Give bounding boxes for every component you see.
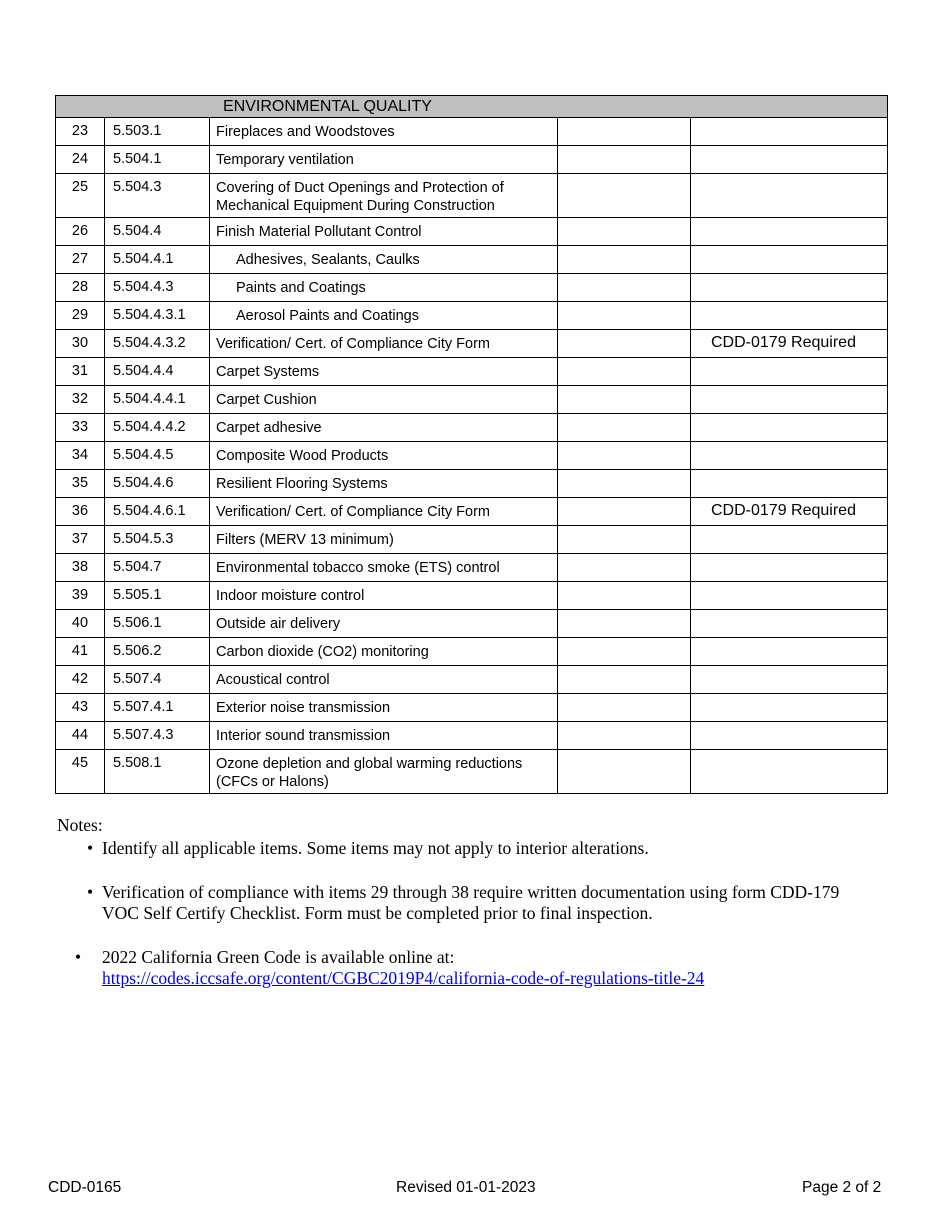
row-number: 43 <box>56 694 105 722</box>
requirement-description: Resilient Flooring Systems <box>210 470 558 498</box>
blank-cell <box>558 470 691 498</box>
row-number: 36 <box>56 498 105 526</box>
section-code: 5.504.1 <box>105 146 210 174</box>
requirement-note <box>691 610 888 638</box>
blank-cell <box>558 146 691 174</box>
requirement-description: Carpet Systems <box>210 358 558 386</box>
blank-cell <box>558 218 691 246</box>
blank-cell <box>558 582 691 610</box>
table-row <box>56 582 888 610</box>
section-code: 5.504.4.3 <box>105 274 210 302</box>
requirement-note <box>691 694 888 722</box>
row-number: 24 <box>56 146 105 174</box>
requirement-note <box>691 442 888 470</box>
table-row <box>56 750 888 794</box>
notes-heading: Notes: <box>57 815 103 835</box>
row-number: 45 <box>56 750 105 794</box>
requirement-note <box>691 666 888 694</box>
section-code: 5.504.4.4.2 <box>105 414 210 442</box>
section-code: 5.507.4.1 <box>105 694 210 722</box>
requirement-note <box>691 414 888 442</box>
requirement-note <box>691 582 888 610</box>
requirement-description: Exterior noise transmission <box>210 694 558 722</box>
blank-cell <box>558 302 691 330</box>
row-number: 33 <box>56 414 105 442</box>
section-code: 5.504.4.3.2 <box>105 330 210 358</box>
section-code: 5.504.4.3.1 <box>105 302 210 330</box>
section-code: 5.507.4 <box>105 666 210 694</box>
requirement-note: CDD-0179 Required <box>691 330 888 358</box>
table-row <box>56 638 888 666</box>
blank-cell <box>558 694 691 722</box>
requirement-note <box>691 118 888 146</box>
section-code: 5.504.7 <box>105 554 210 582</box>
section-code: 5.503.1 <box>105 118 210 146</box>
row-number: 28 <box>56 274 105 302</box>
requirements-table <box>55 95 888 794</box>
requirement-note <box>691 174 888 218</box>
section-header-row <box>56 96 888 118</box>
blank-cell <box>558 666 691 694</box>
blank-cell <box>558 722 691 750</box>
section-code: 5.504.4.4.1 <box>105 386 210 414</box>
blank-cell <box>558 386 691 414</box>
requirement-note <box>691 470 888 498</box>
requirement-note <box>691 246 888 274</box>
requirement-description: Indoor moisture control <box>210 582 558 610</box>
table-row <box>56 118 888 146</box>
section-code: 5.505.1 <box>105 582 210 610</box>
note-item <box>57 947 877 989</box>
section-code: 5.504.4.6.1 <box>105 498 210 526</box>
revised-date: Revised 01-01-2023 <box>396 1179 536 1196</box>
note-item <box>57 838 877 859</box>
row-number: 34 <box>56 442 105 470</box>
row-number: 23 <box>56 118 105 146</box>
note-text: 2022 California Green Code is available online at: <box>102 947 455 967</box>
requirement-description: Temporary ventilation <box>210 146 558 174</box>
requirement-description: Aerosol Paints and Coatings <box>210 302 558 330</box>
blank-cell <box>558 498 691 526</box>
row-number: 32 <box>56 386 105 414</box>
row-number: 30 <box>56 330 105 358</box>
page-number: Page 2 of 2 <box>802 1179 882 1196</box>
section-code: 5.506.1 <box>105 610 210 638</box>
requirement-description: Verification/ Cert. of Compliance City Form <box>210 330 558 358</box>
blank-cell <box>558 274 691 302</box>
section-title: ENVIRONMENTAL QUALITY <box>56 96 888 118</box>
requirement-note <box>691 386 888 414</box>
requirement-note <box>691 750 888 794</box>
row-number: 42 <box>56 666 105 694</box>
bullet-icon: • <box>87 838 94 858</box>
blank-cell <box>558 638 691 666</box>
table-row <box>56 610 888 638</box>
table-row <box>56 218 888 246</box>
row-number: 40 <box>56 610 105 638</box>
requirement-description: Verification/ Cert. of Compliance City Form <box>210 498 558 526</box>
table-row <box>56 274 888 302</box>
row-number: 25 <box>56 174 105 218</box>
section-code: 5.504.4.4 <box>105 358 210 386</box>
requirement-description: Filters (MERV 13 minimum) <box>210 526 558 554</box>
requirement-description: Environmental tobacco smoke (ETS) control <box>210 554 558 582</box>
blank-cell <box>558 442 691 470</box>
requirement-description: Composite Wood Products <box>210 442 558 470</box>
row-number: 38 <box>56 554 105 582</box>
requirement-note <box>691 526 888 554</box>
row-number: 26 <box>56 218 105 246</box>
blank-cell <box>558 330 691 358</box>
table-row <box>56 722 888 750</box>
table-row <box>56 174 888 218</box>
table-row <box>56 330 888 358</box>
form-id: CDD-0165 <box>48 1179 122 1196</box>
bullet-icon: • <box>87 882 94 902</box>
requirement-description: Paints and Coatings <box>210 274 558 302</box>
requirement-description: Interior sound transmission <box>210 722 558 750</box>
table-row <box>56 694 888 722</box>
blank-cell <box>558 246 691 274</box>
table-row <box>56 246 888 274</box>
requirement-note <box>691 146 888 174</box>
table-row <box>56 358 888 386</box>
requirement-note <box>691 638 888 666</box>
blank-cell <box>558 358 691 386</box>
table-row <box>56 666 888 694</box>
blank-cell <box>558 610 691 638</box>
requirement-note <box>691 274 888 302</box>
table-row <box>56 526 888 554</box>
row-number: 39 <box>56 582 105 610</box>
requirement-description: Adhesives, Sealants, Caulks <box>210 246 558 274</box>
requirement-note <box>691 554 888 582</box>
blank-cell <box>558 118 691 146</box>
blank-cell <box>558 554 691 582</box>
row-number: 44 <box>56 722 105 750</box>
section-code: 5.508.1 <box>105 750 210 794</box>
section-code: 5.504.4.1 <box>105 246 210 274</box>
requirement-description: Carpet Cushion <box>210 386 558 414</box>
requirement-note <box>691 302 888 330</box>
requirement-description: Outside air delivery <box>210 610 558 638</box>
requirement-description: Ozone depletion and global warming reductions (CFCs or Halons) <box>210 750 558 794</box>
note-item <box>57 882 877 924</box>
note-text: Verification of compliance with items 29 through 38 require written documentation using form CDD-179 VOC Self Certify Checklist. Form must be completed prior to final inspection. <box>102 882 840 923</box>
requirement-description: Covering of Duct Openings and Protection of Mechanical Equipment During Construction <box>210 174 558 218</box>
requirement-description: Finish Material Pollutant Control <box>210 218 558 246</box>
row-number: 37 <box>56 526 105 554</box>
requirement-description: Acoustical control <box>210 666 558 694</box>
bullet-icon: • <box>75 947 82 967</box>
table-row <box>56 386 888 414</box>
table-row <box>56 470 888 498</box>
requirement-note <box>691 722 888 750</box>
table-row <box>56 146 888 174</box>
blank-cell <box>558 414 691 442</box>
section-code: 5.504.4.5 <box>105 442 210 470</box>
notes-list <box>57 838 877 989</box>
row-number: 41 <box>56 638 105 666</box>
row-number: 27 <box>56 246 105 274</box>
section-code: 5.504.3 <box>105 174 210 218</box>
table-row <box>56 498 888 526</box>
section-code: 5.504.4.6 <box>105 470 210 498</box>
row-number: 29 <box>56 302 105 330</box>
table-row <box>56 442 888 470</box>
section-code: 5.506.2 <box>105 638 210 666</box>
section-code: 5.504.4 <box>105 218 210 246</box>
section-code: 5.504.5.3 <box>105 526 210 554</box>
requirement-description: Carpet adhesive <box>210 414 558 442</box>
row-number: 31 <box>56 358 105 386</box>
requirement-description: Carbon dioxide (CO2) monitoring <box>210 638 558 666</box>
green-code-link[interactable]: https://codes.iccsafe.org/content/CGBC2019P4/california-code-of-regulations-title-24 <box>102 968 705 988</box>
notes-section <box>57 815 877 989</box>
section-code: 5.507.4.3 <box>105 722 210 750</box>
table-row <box>56 302 888 330</box>
note-text: Identify all applicable items. Some items may not apply to interior alterations. <box>102 838 649 858</box>
requirement-note: CDD-0179 Required <box>691 498 888 526</box>
requirement-description: Fireplaces and Woodstoves <box>210 118 558 146</box>
blank-cell <box>558 750 691 794</box>
row-number: 35 <box>56 470 105 498</box>
requirement-note <box>691 218 888 246</box>
table-row <box>56 554 888 582</box>
table-row <box>56 414 888 442</box>
blank-cell <box>558 174 691 218</box>
blank-cell <box>558 526 691 554</box>
requirement-note <box>691 358 888 386</box>
